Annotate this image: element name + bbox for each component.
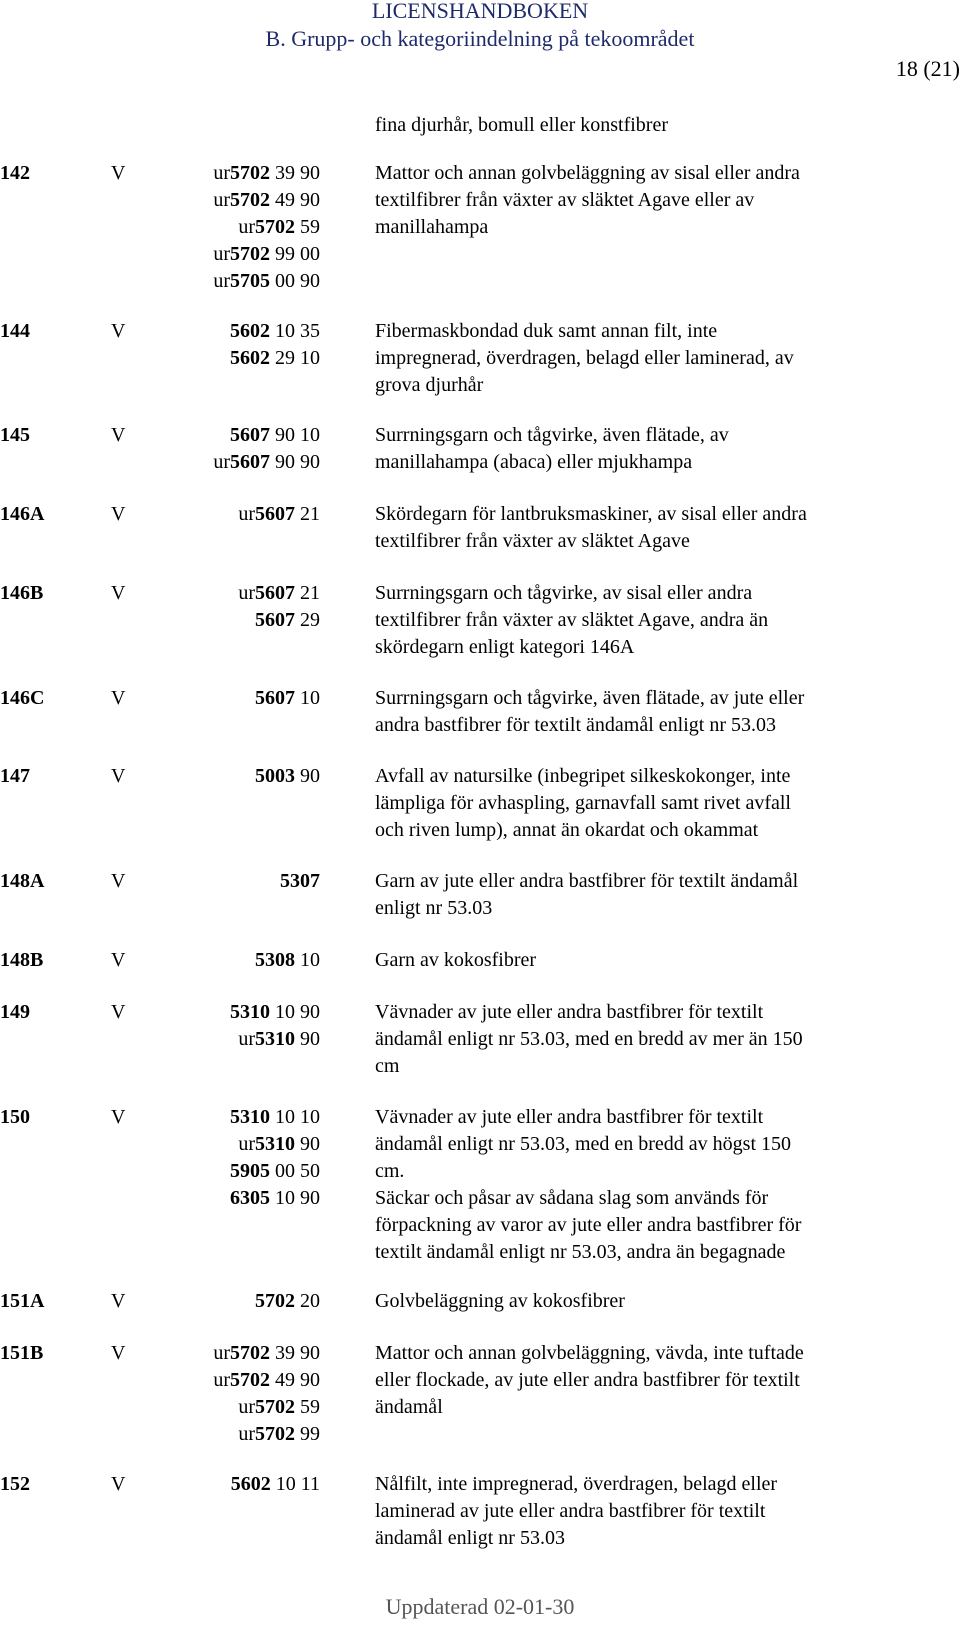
tariff-code: 5602 10 11 <box>230 1473 320 1495</box>
tariff-code: 5602 29 10 <box>230 347 320 369</box>
tariff-codes <box>120 1104 320 1212</box>
updated-date: Uppdaterad 02-01-30 <box>385 1594 575 1619</box>
description-line: Mattor och annan golvbeläggning av sisal eller andra <box>375 162 800 184</box>
tariff-codes <box>120 947 320 974</box>
description-line: andra bastfibrer för textilt ändamål enligt nr 53.03 <box>375 714 776 736</box>
tariff-code: 5607 10 <box>255 687 320 709</box>
description-line: Mattor och annan golvbeläggning, vävda, inte tuftade <box>375 1342 804 1364</box>
description-line: textilfibrer från växter av släktet Agave, andra än <box>375 609 769 631</box>
tariff-code: 5003 90 <box>255 765 320 787</box>
description-line: Garn av kokosfibrer <box>375 949 537 971</box>
description-line: textilfibrer från växter av släktet Agave eller av <box>375 189 755 211</box>
category-description <box>375 763 915 844</box>
tariff-code: ur5702 49 90 <box>213 1369 320 1391</box>
tariff-code: ur5702 49 90 <box>213 189 320 211</box>
description-line: skördegarn enligt kategori 146A <box>375 636 635 658</box>
category-group: V <box>111 1473 126 1495</box>
category-group: V <box>111 582 126 604</box>
category-group: V <box>111 162 126 184</box>
description-line: Surrningsgarn och tågvirke, även flätade, av <box>375 424 729 446</box>
description-line: Surrningsgarn och tågvirke, även flätade, av jute eller <box>375 687 805 709</box>
tariff-code: 5602 10 35 <box>230 320 320 342</box>
category-number: 151A <box>0 1290 45 1312</box>
description-line: Surrningsgarn och tågvirke, av sisal eller andra <box>375 582 753 604</box>
description-line: cm <box>375 1055 400 1077</box>
tariff-code: ur5702 39 90 <box>213 1342 320 1364</box>
description-line: ändamål <box>375 1396 443 1418</box>
tariff-code: ur5702 99 <box>238 1423 320 1445</box>
tariff-codes <box>120 501 320 528</box>
tariff-codes <box>120 868 320 895</box>
category-number: 142 <box>0 162 30 184</box>
description-line: Vävnader av jute eller andra bastfibrer för textilt <box>375 1106 764 1128</box>
category-description <box>375 1288 915 1315</box>
tariff-code: 5607 90 10 <box>230 424 320 446</box>
tariff-code: 5702 20 <box>255 1290 320 1312</box>
description-line: manillahampa (abaca) eller mjukhampa <box>375 451 693 473</box>
tariff-codes <box>120 999 320 1053</box>
tariff-code: 5607 29 <box>255 609 320 631</box>
category-description <box>375 1471 915 1552</box>
description-line: Avfall av natursilke (inbegripet silkeskokonger, inte <box>375 765 791 787</box>
category-description <box>375 1104 915 1266</box>
document-subtitle: B. Grupp- och kategoriindelning på tekoområdet <box>265 26 695 51</box>
tariff-codes <box>120 1340 320 1448</box>
tariff-code: ur5702 59 <box>238 1396 320 1418</box>
description-line: Fibermaskbondad duk samt annan filt, inte <box>375 320 718 342</box>
category-description <box>375 947 915 974</box>
description-line: Säckar och påsar av sådana slag som används för <box>375 1187 769 1209</box>
category-number: 144 <box>0 320 30 342</box>
category-number: 151B <box>0 1342 44 1364</box>
category-group: V <box>111 1290 126 1312</box>
description-line: laminerad av jute eller andra bastfibrer för textilt <box>375 1500 766 1522</box>
description-line: Garn av jute eller andra bastfibrer för textilt ändamål <box>375 870 799 892</box>
description-line: Nålfilt, inte impregnerad, överdragen, belagd eller <box>375 1473 778 1495</box>
description-line: textilfibrer från växter av släktet Agave <box>375 530 690 552</box>
description-line: Golvbeläggning av kokosfibrer <box>375 1290 625 1312</box>
category-number: 145 <box>0 424 30 446</box>
tariff-codes <box>120 580 320 634</box>
tariff-codes <box>120 1288 320 1315</box>
category-description <box>375 868 915 922</box>
continuation-text: fina djurhår, bomull eller konstfibrer <box>375 114 668 136</box>
description-line: manillahampa <box>375 216 489 238</box>
category-number: 148A <box>0 870 45 892</box>
category-number: 146C <box>0 687 45 709</box>
tariff-codes <box>120 1471 320 1498</box>
description-line: textilt ändamål enligt nr 53.03, andra än begagnade <box>375 1241 786 1263</box>
category-group: V <box>111 503 126 525</box>
category-group: V <box>111 1001 126 1023</box>
description-line: Vävnader av jute eller andra bastfibrer för textilt <box>375 1001 764 1023</box>
description-line: ändamål enligt nr 53.03, med en bredd av mer än 150 <box>375 1028 803 1050</box>
category-number: 149 <box>0 1001 30 1023</box>
category-group: V <box>111 320 126 342</box>
tariff-code: 5310 10 90 <box>230 1001 320 1023</box>
category-description <box>375 685 915 739</box>
category-group: V <box>111 949 126 971</box>
tariff-code: 5310 10 10 <box>230 1106 320 1128</box>
tariff-code: 5905 00 50 <box>230 1160 320 1182</box>
category-group: V <box>111 1342 126 1364</box>
description-line: grova djurhår <box>375 374 484 396</box>
category-number: 146A <box>0 503 45 525</box>
tariff-code: ur5310 90 <box>238 1133 320 1155</box>
tariff-code: ur5607 90 90 <box>213 451 320 473</box>
description-line: lämpliga för avhaspling, garnavfall samt rivet avfall <box>375 792 791 814</box>
tariff-code: 6305 10 90 <box>230 1187 320 1209</box>
tariff-code: ur5607 21 <box>238 503 320 525</box>
page-number: 18 (21) <box>895 56 960 81</box>
description-line: impregnerad, överdragen, belagd eller laminerad, av <box>375 347 794 369</box>
category-description <box>375 160 915 241</box>
tariff-code: ur5702 39 90 <box>213 162 320 184</box>
category-description <box>375 318 915 399</box>
category-description <box>375 501 915 555</box>
category-group: V <box>111 1106 126 1128</box>
category-number: 146B <box>0 582 44 604</box>
category-number: 148B <box>0 949 44 971</box>
category-description <box>375 422 915 476</box>
category-group: V <box>111 687 126 709</box>
category-description <box>375 1340 915 1421</box>
description-line: cm. <box>375 1160 405 1182</box>
category-number: 147 <box>0 765 30 787</box>
tariff-codes <box>120 318 320 372</box>
tariff-codes <box>120 422 320 476</box>
tariff-code: ur5310 90 <box>238 1028 320 1050</box>
description-line: och riven lump), annat än okardat och okammat <box>375 819 759 841</box>
tariff-code: ur5702 59 <box>238 216 320 238</box>
tariff-codes <box>120 763 320 790</box>
tariff-code: ur5607 21 <box>238 582 320 604</box>
tariff-code: 5308 10 <box>255 949 320 971</box>
category-description <box>375 999 915 1080</box>
description-line: förpackning av varor av jute eller andra bastfibrer för <box>375 1214 802 1236</box>
category-group: V <box>111 424 126 446</box>
tariff-code: ur5702 99 00 <box>213 243 320 265</box>
description-line: enligt nr 53.03 <box>375 897 493 919</box>
category-number: 150 <box>0 1106 30 1128</box>
description-line: Skördegarn för lantbruksmaskiner, av sisal eller andra <box>375 503 807 525</box>
tariff-code: 5307 <box>280 870 320 892</box>
category-group: V <box>111 870 126 892</box>
category-group: V <box>111 765 126 787</box>
category-number: 152 <box>0 1473 30 1495</box>
description-line: ändamål enligt nr 53.03, med en bredd av högst 150 <box>375 1133 792 1155</box>
tariff-codes <box>120 160 320 295</box>
tariff-codes <box>120 685 320 712</box>
category-description <box>375 580 915 661</box>
document-title: LICENSHANDBOKEN <box>371 0 589 23</box>
description-line: eller flockade, av jute eller andra bastfibrer för textilt <box>375 1369 800 1391</box>
tariff-code: ur5705 00 90 <box>213 270 320 292</box>
description-line: ändamål enligt nr 53.03 <box>375 1527 565 1549</box>
